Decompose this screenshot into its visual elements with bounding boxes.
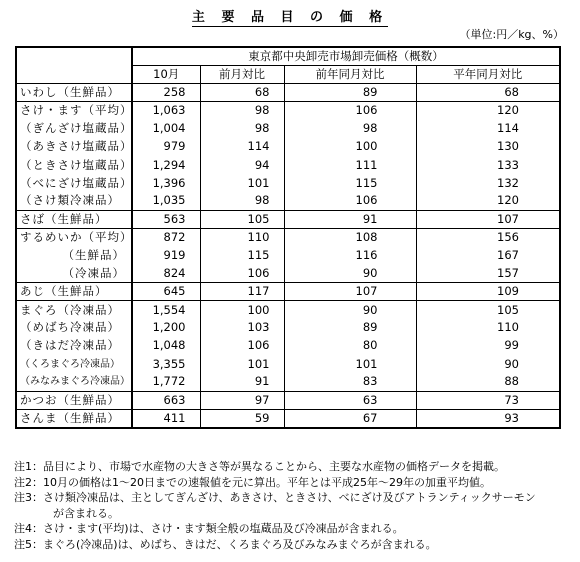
table-row (16, 391, 560, 409)
value-cell: 100 (284, 138, 416, 156)
table-row (16, 210, 560, 228)
item-name: かつお（生鮮品） (16, 391, 132, 409)
note-item: 注1：品目により、市場で水産物の大きさ等が異なることから、主要な水産物の価格データを掲載。 (14, 460, 505, 473)
item-name: （みなみまぐろ冷凍品） (16, 373, 132, 391)
value-cell: 59 (200, 409, 284, 428)
value-cell: 80 (284, 337, 416, 355)
item-name: するめいか（平均） (20, 230, 133, 245)
value-cell: 120 (416, 192, 560, 210)
value-cell: 101 (284, 355, 416, 373)
value-cell: 106 (284, 192, 416, 210)
value-cell: 1,004 (132, 120, 200, 138)
value-cell: 106 (284, 102, 416, 120)
item-name: さば（生鮮品） (16, 210, 132, 228)
value-cell: 101 (200, 355, 284, 373)
item-name: あじ（生鮮品） (16, 283, 132, 301)
value-cell: 1,063 (132, 102, 200, 120)
value-cell: 411 (132, 409, 200, 428)
item-name: （きはだ冷凍品） (20, 338, 120, 353)
value-cell: 979 (132, 138, 200, 156)
item-name: さけ・ます（平均） (20, 103, 133, 118)
value-cell: 258 (132, 84, 200, 102)
value-cell: 68 (200, 84, 284, 102)
value-cell: 663 (132, 391, 200, 409)
value-cell: 98 (200, 192, 284, 210)
item-name: さんま（生鮮品） (20, 410, 120, 425)
value-cell: 99 (416, 337, 560, 355)
value-cell: 88 (416, 373, 560, 391)
note-item: が含まれる。 (53, 506, 119, 520)
value-cell: 3,355 (132, 355, 200, 373)
page-title: 主 要 品 目 の 価 格 (191, 10, 389, 25)
value-cell: 115 (284, 174, 416, 192)
value-cell: 67 (284, 409, 416, 428)
table-row (16, 301, 560, 319)
value-cell: 98 (200, 102, 284, 120)
table-row (16, 283, 560, 301)
item-name: （あきさけ塩蔵品） (20, 139, 133, 154)
value-cell: 100 (200, 301, 284, 319)
table-row (16, 174, 560, 192)
item-name: （べにざけ塩蔵品） (20, 175, 133, 190)
value-cell: 130 (416, 138, 560, 156)
table-row (16, 84, 560, 102)
table-row (16, 192, 560, 210)
corner-cell (16, 47, 132, 84)
value-cell: 114 (200, 138, 284, 156)
value-cell: 132 (416, 174, 560, 192)
table-row (16, 156, 560, 174)
value-cell: 1,200 (132, 319, 200, 337)
value-cell: 103 (200, 319, 284, 337)
value-cell: 1,554 (132, 301, 200, 319)
value-cell: 107 (416, 210, 560, 228)
value-cell: 645 (132, 283, 200, 301)
value-cell: 1,396 (132, 174, 200, 192)
value-cell: 1,035 (132, 192, 200, 210)
value-cell: 101 (200, 174, 284, 192)
table-row (16, 246, 560, 264)
value-cell: 167 (416, 246, 560, 264)
value-cell: 105 (416, 301, 560, 319)
item-name: いわし（生鮮品） (16, 84, 132, 102)
item-name: （さけ類冷凍品） (16, 192, 132, 210)
note-item: 注3：さけ類冷凍品は、主としてぎんざけ、あきさけ、ときさけ、べにざけ及びアトランティックサーモン (14, 491, 536, 504)
value-cell: 109 (416, 283, 560, 301)
item-name: まぐろ（冷凍品） (20, 302, 120, 317)
value-cell: 872 (132, 228, 200, 246)
value-cell: 133 (416, 156, 560, 174)
value-cell: 89 (284, 319, 416, 337)
value-cell: 117 (200, 283, 284, 301)
value-cell: 106 (200, 337, 284, 355)
value-cell: 1,294 (132, 156, 200, 174)
value-cell: 91 (284, 210, 416, 228)
value-cell: 94 (200, 156, 284, 174)
value-cell: 111 (284, 156, 416, 174)
value-cell: 98 (284, 120, 416, 138)
value-cell: 157 (416, 265, 560, 283)
item-name: （めばち冷凍品） (20, 320, 120, 335)
value-cell: 106 (200, 265, 284, 283)
value-cell: 108 (284, 228, 416, 246)
value-cell: 97 (200, 391, 284, 409)
value-cell: 919 (132, 246, 200, 264)
table-row (16, 355, 560, 373)
table-row (16, 228, 560, 246)
table-row (16, 102, 560, 120)
item-name: （冷凍品） (16, 265, 132, 283)
value-cell: 114 (416, 120, 560, 138)
note-item: 注5：まぐろ(冷凍品)は、めばち、きはだ、くろまぐろ及びみなみまぐろが含まれる。 (14, 537, 437, 551)
notes (14, 459, 570, 552)
table-row (16, 265, 560, 283)
item-name: （くろまぐろ冷凍品） (20, 358, 120, 370)
unit-label: （単位:円／kg、%） (459, 28, 564, 41)
note-item: 注2：10月の価格は1～20日までの速報値を元に算出。平年とは平成25年～29年の加重平均値。 (14, 475, 491, 489)
value-cell: 89 (284, 84, 416, 102)
value-cell: 90 (284, 301, 416, 319)
table-row (16, 409, 560, 428)
value-cell: 68 (416, 84, 560, 102)
value-cell: 90 (416, 355, 560, 373)
value-cell: 116 (284, 246, 416, 264)
value-cell: 63 (284, 391, 416, 409)
value-cell: 93 (416, 409, 560, 428)
column-header: 10月 (132, 66, 200, 84)
group-header: 東京都中央卸売市場卸売価格（概数） (132, 47, 560, 66)
table-row (16, 319, 560, 337)
value-cell: 98 (200, 120, 284, 138)
value-cell: 110 (200, 228, 284, 246)
value-cell: 90 (284, 265, 416, 283)
table-row (16, 138, 560, 156)
value-cell: 107 (284, 283, 416, 301)
value-cell: 156 (416, 228, 560, 246)
value-cell: 1,772 (132, 373, 200, 391)
value-cell: 120 (416, 102, 560, 120)
value-cell: 1,048 (132, 337, 200, 355)
table-row (16, 337, 560, 355)
price-table (15, 46, 561, 429)
item-name: （ぎんざけ塩蔵品） (20, 121, 133, 136)
value-cell: 824 (132, 265, 200, 283)
value-cell: 83 (284, 373, 416, 391)
item-name: （ときさけ塩蔵品） (20, 157, 133, 172)
value-cell: 115 (200, 246, 284, 264)
table-row (16, 373, 560, 391)
note-item: 注4：さけ・ます(平均)は、さけ・ます類全般の塩蔵品及び冷凍品が含まれる。 (14, 522, 404, 535)
column-header: 前月対比 (200, 66, 284, 84)
column-header: 前年同月対比 (284, 66, 416, 84)
value-cell: 105 (200, 210, 284, 228)
column-header: 平年同月対比 (416, 66, 560, 84)
value-cell: 73 (416, 391, 560, 409)
table-row (16, 120, 560, 138)
item-name: （生鮮品） (62, 247, 125, 262)
value-cell: 91 (200, 373, 284, 391)
value-cell: 110 (416, 319, 560, 337)
value-cell: 563 (132, 210, 200, 228)
